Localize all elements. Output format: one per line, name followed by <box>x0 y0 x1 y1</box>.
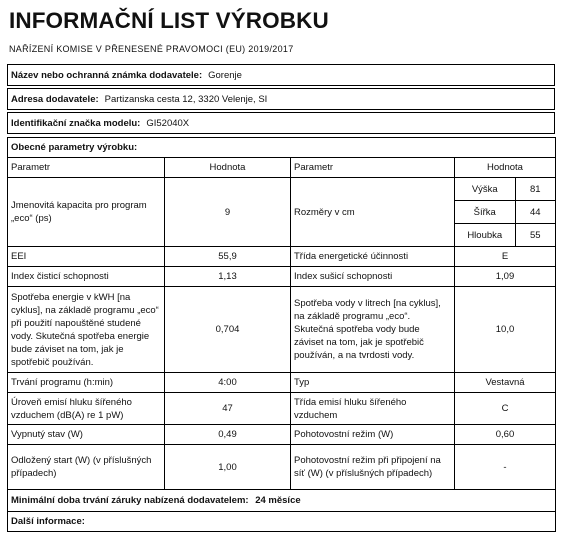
energy-consumption-label: Spotřeba energie v kWH [na cyklus], na základě programu „eco“ při použití napouštěné studené vody. Skutečná spotřeba energie bude záviset na tom, jak je spotřebič používán. <box>8 287 165 373</box>
height-label: Výška <box>471 183 498 195</box>
model-label: Identifikační značka modelu: <box>11 117 141 129</box>
additional-info-label: Další informace: <box>8 512 556 532</box>
drying-index-value: 1,09 <box>455 267 556 287</box>
model-row <box>7 112 555 134</box>
water-consumption-label: Spotřeba vody v litrech [na cyklus], na základě programu „eco“. Skutečná spotřeba vody bude záviset na tom, jak je spotřebič používán, a na tvrdosti vody. <box>291 287 455 373</box>
column-header-param-right: Parametr <box>291 158 455 178</box>
type-value: Vestavná <box>455 373 556 393</box>
eei-value: 55,9 <box>165 247 291 267</box>
networked-standby-label: Pohotovostní režim při připojení na síť (W) (v příslušných případech) <box>291 445 455 490</box>
address-label: Adresa dodavatele: <box>11 93 99 105</box>
column-header-value-right: Hodnota <box>455 158 556 178</box>
energy-consumption-value: 0,704 <box>165 287 291 373</box>
width-value: 44 <box>515 201 555 224</box>
warranty-row <box>8 490 556 512</box>
supplier-label: Název nebo ochranná známka dodavatele: <box>11 69 203 81</box>
page-title: INFORMAČNÍ LIST VÝROBKU <box>9 8 329 33</box>
address-value: Partizanska cesta 12, 3320 Velenje, SI <box>104 93 268 105</box>
eei-label: EEI <box>8 247 165 267</box>
address-row <box>7 88 555 110</box>
cleaning-index-label: Index čisticí schopnosti <box>8 267 165 287</box>
supplier-row <box>7 64 555 86</box>
energy-class-label: Třída energetické účinnosti <box>291 247 455 267</box>
warranty-label: Minimální doba trvání záruky nabízená dodavatelem: <box>11 495 249 506</box>
dimensions-cell <box>455 178 556 247</box>
capacity-value: 9 <box>165 178 291 247</box>
warranty-value: 24 měsíce <box>255 495 301 506</box>
height-value: 81 <box>515 178 555 201</box>
noise-value: 47 <box>165 393 291 425</box>
off-mode-label: Vypnutý stav (W) <box>8 425 165 445</box>
drying-index-label: Index sušicí schopnosti <box>291 267 455 287</box>
regulation-subtitle: NAŘÍZENÍ KOMISE V PŘENESENÉ PRAVOMOCI (EU) 2019/2017 <box>9 44 294 54</box>
column-header-param-left: Parametr <box>8 158 165 178</box>
depth-label: Hloubka <box>455 224 515 247</box>
type-label: Typ <box>291 373 455 393</box>
column-header-value-left: Hodnota <box>165 158 291 178</box>
duration-label: Trvání programu (h:min) <box>8 373 165 393</box>
noise-label: Úroveň emisí hluku šířeného vzduchem (dB(A) re 1 pW) <box>8 393 165 425</box>
depth-value: 55 <box>515 224 555 247</box>
parameters-table <box>7 137 556 532</box>
standby-label: Pohotovostní režim (W) <box>291 425 455 445</box>
general-header: Obecné parametry výrobku: <box>8 138 556 158</box>
dimensions-table <box>455 178 555 246</box>
delay-start-value: 1,00 <box>165 445 291 490</box>
duration-value: 4:00 <box>165 373 291 393</box>
noise-class-value: C <box>455 393 556 425</box>
noise-class-label: Třída emisí hluku šířeného vzduchem <box>291 393 455 425</box>
supplier-value: Gorenje <box>208 69 242 81</box>
off-mode-value: 0,49 <box>165 425 291 445</box>
energy-class-value: E <box>455 247 556 267</box>
delay-start-label: Odložený start (W) (v příslušných případech) <box>8 445 165 490</box>
dimensions-label: Rozměry v cm <box>291 178 455 247</box>
networked-standby-value: - <box>455 445 556 490</box>
water-consumption-value: 10,0 <box>455 287 556 373</box>
width-label: Šířka <box>455 201 515 224</box>
cleaning-index-value: 1,13 <box>165 267 291 287</box>
standby-value: 0,60 <box>455 425 556 445</box>
capacity-label: Jmenovitá kapacita pro program „eco“ (ps) <box>8 178 165 247</box>
model-value: GI52040X <box>146 117 190 129</box>
